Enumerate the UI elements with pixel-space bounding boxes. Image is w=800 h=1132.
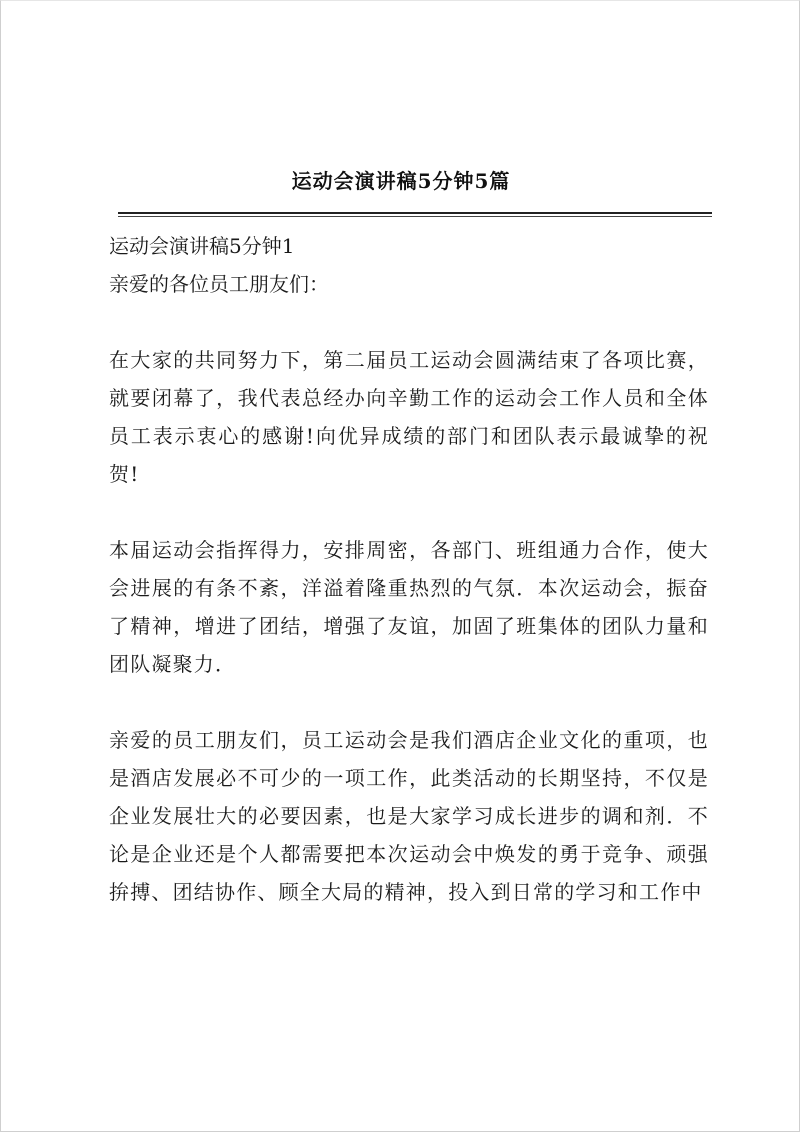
paragraph-1: 在大家的共同努力下，第二届员工运动会圆满结束了各项比赛，就要闭幕了，我代表总经办向辛勤工作的运动会工作人员和全体员工表示衷心的感谢!向优异成绩的部门和团队表示最诚挚的祝贺! [109, 348, 709, 486]
document-body [109, 227, 709, 949]
paragraph-3: 亲爱的员工朋友们，员工运动会是我们酒店企业文化的重项，也是酒店发展必不可少的一项工作，此类活动的长期坚持，不仅是企业发展壮大的必要因素，也是大家学习成长进步的调和剂．不论是企业还是个人都需要把本次运动会中焕发的勇于竞争、顽强拚搏、团结协作、顾全大局的精神，投入到日常的学习和工作中 [109, 728, 709, 904]
paragraph-2: 本届运动会指挥得力，安排周密，各部门、班组通力合作，使大会进展的有条不紊，洋溢着隆重热烈的气氛．本次运动会，振奋了精神，增进了团结，增强了友谊，加固了班集体的团队力量和团队凝聚力． [109, 538, 709, 676]
document-title: 运动会演讲稿5分钟5篇 [291, 169, 511, 193]
title-divider-thick [118, 212, 712, 214]
section-heading: 运动会演讲稿5分钟1 [109, 234, 295, 258]
salutation: 亲爱的各位员工朋友们： [109, 272, 329, 296]
title-divider-thin [118, 216, 712, 217]
